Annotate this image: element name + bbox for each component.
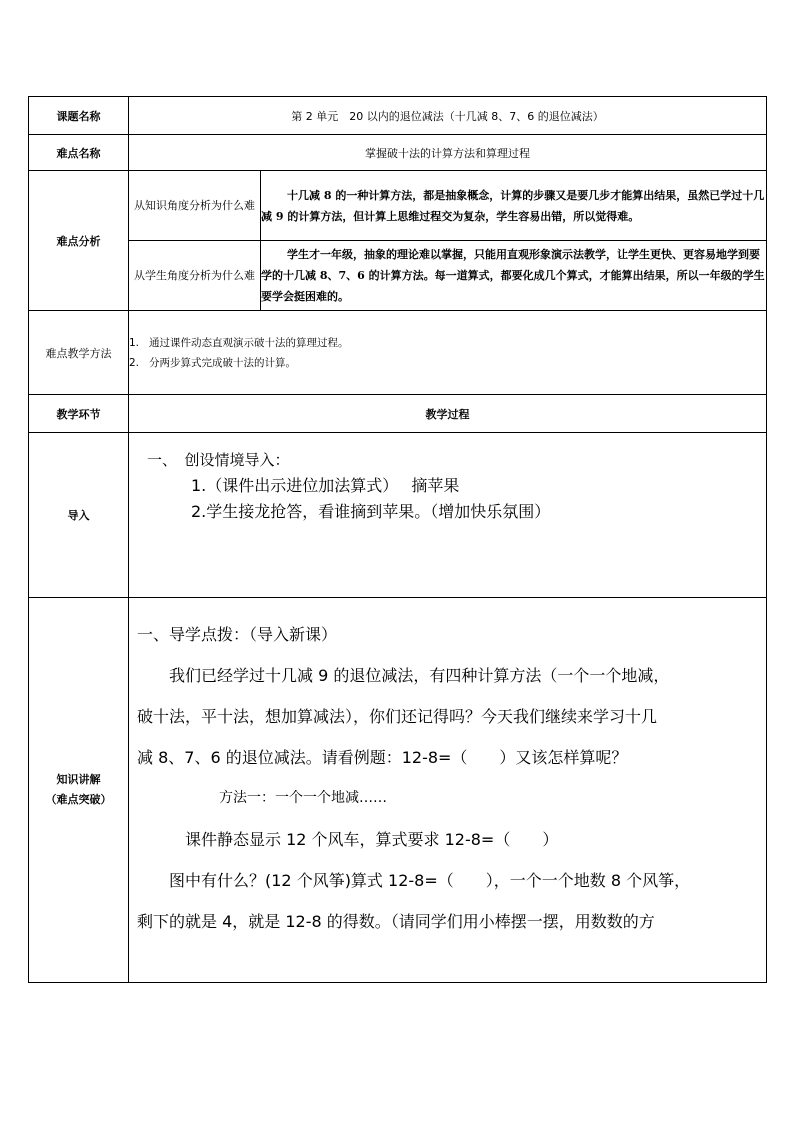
intro-row [29, 433, 767, 598]
topic-value: 第 2 单元 20 以内的退位减法（十几减 8、7、6 的退位减法） [129, 97, 767, 135]
intro-heading: 一、 创设情境导入： [147, 451, 290, 469]
header-left: 教学环节 [29, 395, 129, 433]
knowledge-p1-line-1: 我们已经学过十几减 9 的退位减法，有四种计算方法（一个一个地减， [169, 666, 670, 685]
method-row [29, 311, 767, 395]
method-item [129, 333, 766, 353]
difficulty-row [29, 135, 767, 171]
method-label: 难点教学方法 [29, 311, 129, 395]
knowledge-label-line-2: （难点突破） [45, 793, 112, 806]
knowledge-label [29, 598, 129, 983]
method-item-num: 1. [129, 336, 140, 349]
student-angle-text-content: 学生才一年级，抽象的理论难以掌握，只能用直观形象演示法教学，让学生更快、更容易地学到要学的十几减 8、7、6 的计算方法。每一道算式，都要化成几个算式，才能算出结果，所以一年级的学生要学会挺困难的。 [261, 248, 765, 303]
knowledge-p2: 课件静态显示 12 个风车，算式要求 12-8=（ ） [185, 830, 559, 849]
knowledge-angle-text-content: 十几减 8 的一种计算方法，都是抽象概念，计算的步骤又是要几步才能算出结果，虽然已学过十几减 9 的计算方法，但计算上思维过程交为复杂，学生容易出错，所以觉得难。 [261, 188, 765, 223]
difficulty-value: 掌握破十法的计算方法和算理过程 [129, 135, 767, 171]
knowledge-p3-line-1: 图中有什么？(12 个风筝)算式 12-8=（ ），一个一个地数 8 个风筝， [169, 871, 691, 890]
method-item-num: 2. [129, 356, 140, 369]
knowledge-content [129, 598, 767, 983]
student-angle-text [261, 241, 767, 311]
method-list [129, 311, 767, 395]
analysis-row-student [29, 241, 767, 311]
knowledge-angle-text [261, 171, 767, 241]
topic-label: 课题名称 [29, 97, 129, 135]
knowledge-row [29, 598, 767, 983]
method-item [129, 353, 766, 373]
knowledge-heading: 一、导学点拨：（导入新课） [137, 625, 338, 644]
analysis-row-knowledge [29, 171, 767, 241]
knowledge-p3-line-2: 剩下的就是 4，就是 12-8 的得数。（请同学们用小棒摆一摆，用数数的方 [137, 912, 655, 931]
topic-row [29, 97, 767, 135]
intro-line-1: 1.（课件出示进位加法算式） 摘苹果 [191, 476, 460, 495]
knowledge-angle-label: 从知识角度分析为什么难 [129, 171, 261, 241]
intro-content [129, 433, 767, 598]
knowledge-p1-line-3: 减 8、7、6 的退位减法。请看例题：12-8=（ ）又该怎样算呢？ [137, 748, 628, 767]
intro-label: 导入 [29, 433, 129, 598]
method-item-text: 通过课件动态直观演示破十法的算理过程。 [149, 336, 349, 349]
student-angle-label: 从学生角度分析为什么难 [129, 241, 261, 311]
knowledge-p1-line-2: 破十法，平十法，想加算减法），你们还记得吗？今天我们继续来学习十几 [137, 707, 658, 726]
header-row [29, 395, 767, 433]
knowledge-method-1: 方法一：一个一个地减…… [219, 790, 387, 806]
analysis-label: 难点分析 [29, 171, 129, 311]
method-item-text: 分两步算式完成破十法的计算。 [149, 356, 296, 369]
header-right: 教学过程 [129, 395, 767, 433]
difficulty-label: 难点名称 [29, 135, 129, 171]
lesson-plan-table [28, 96, 767, 983]
knowledge-label-line-1: 知识讲解 [56, 773, 101, 786]
intro-line-2: 2.学生接龙抢答，看谁摘到苹果。（增加快乐氛围） [191, 502, 551, 521]
